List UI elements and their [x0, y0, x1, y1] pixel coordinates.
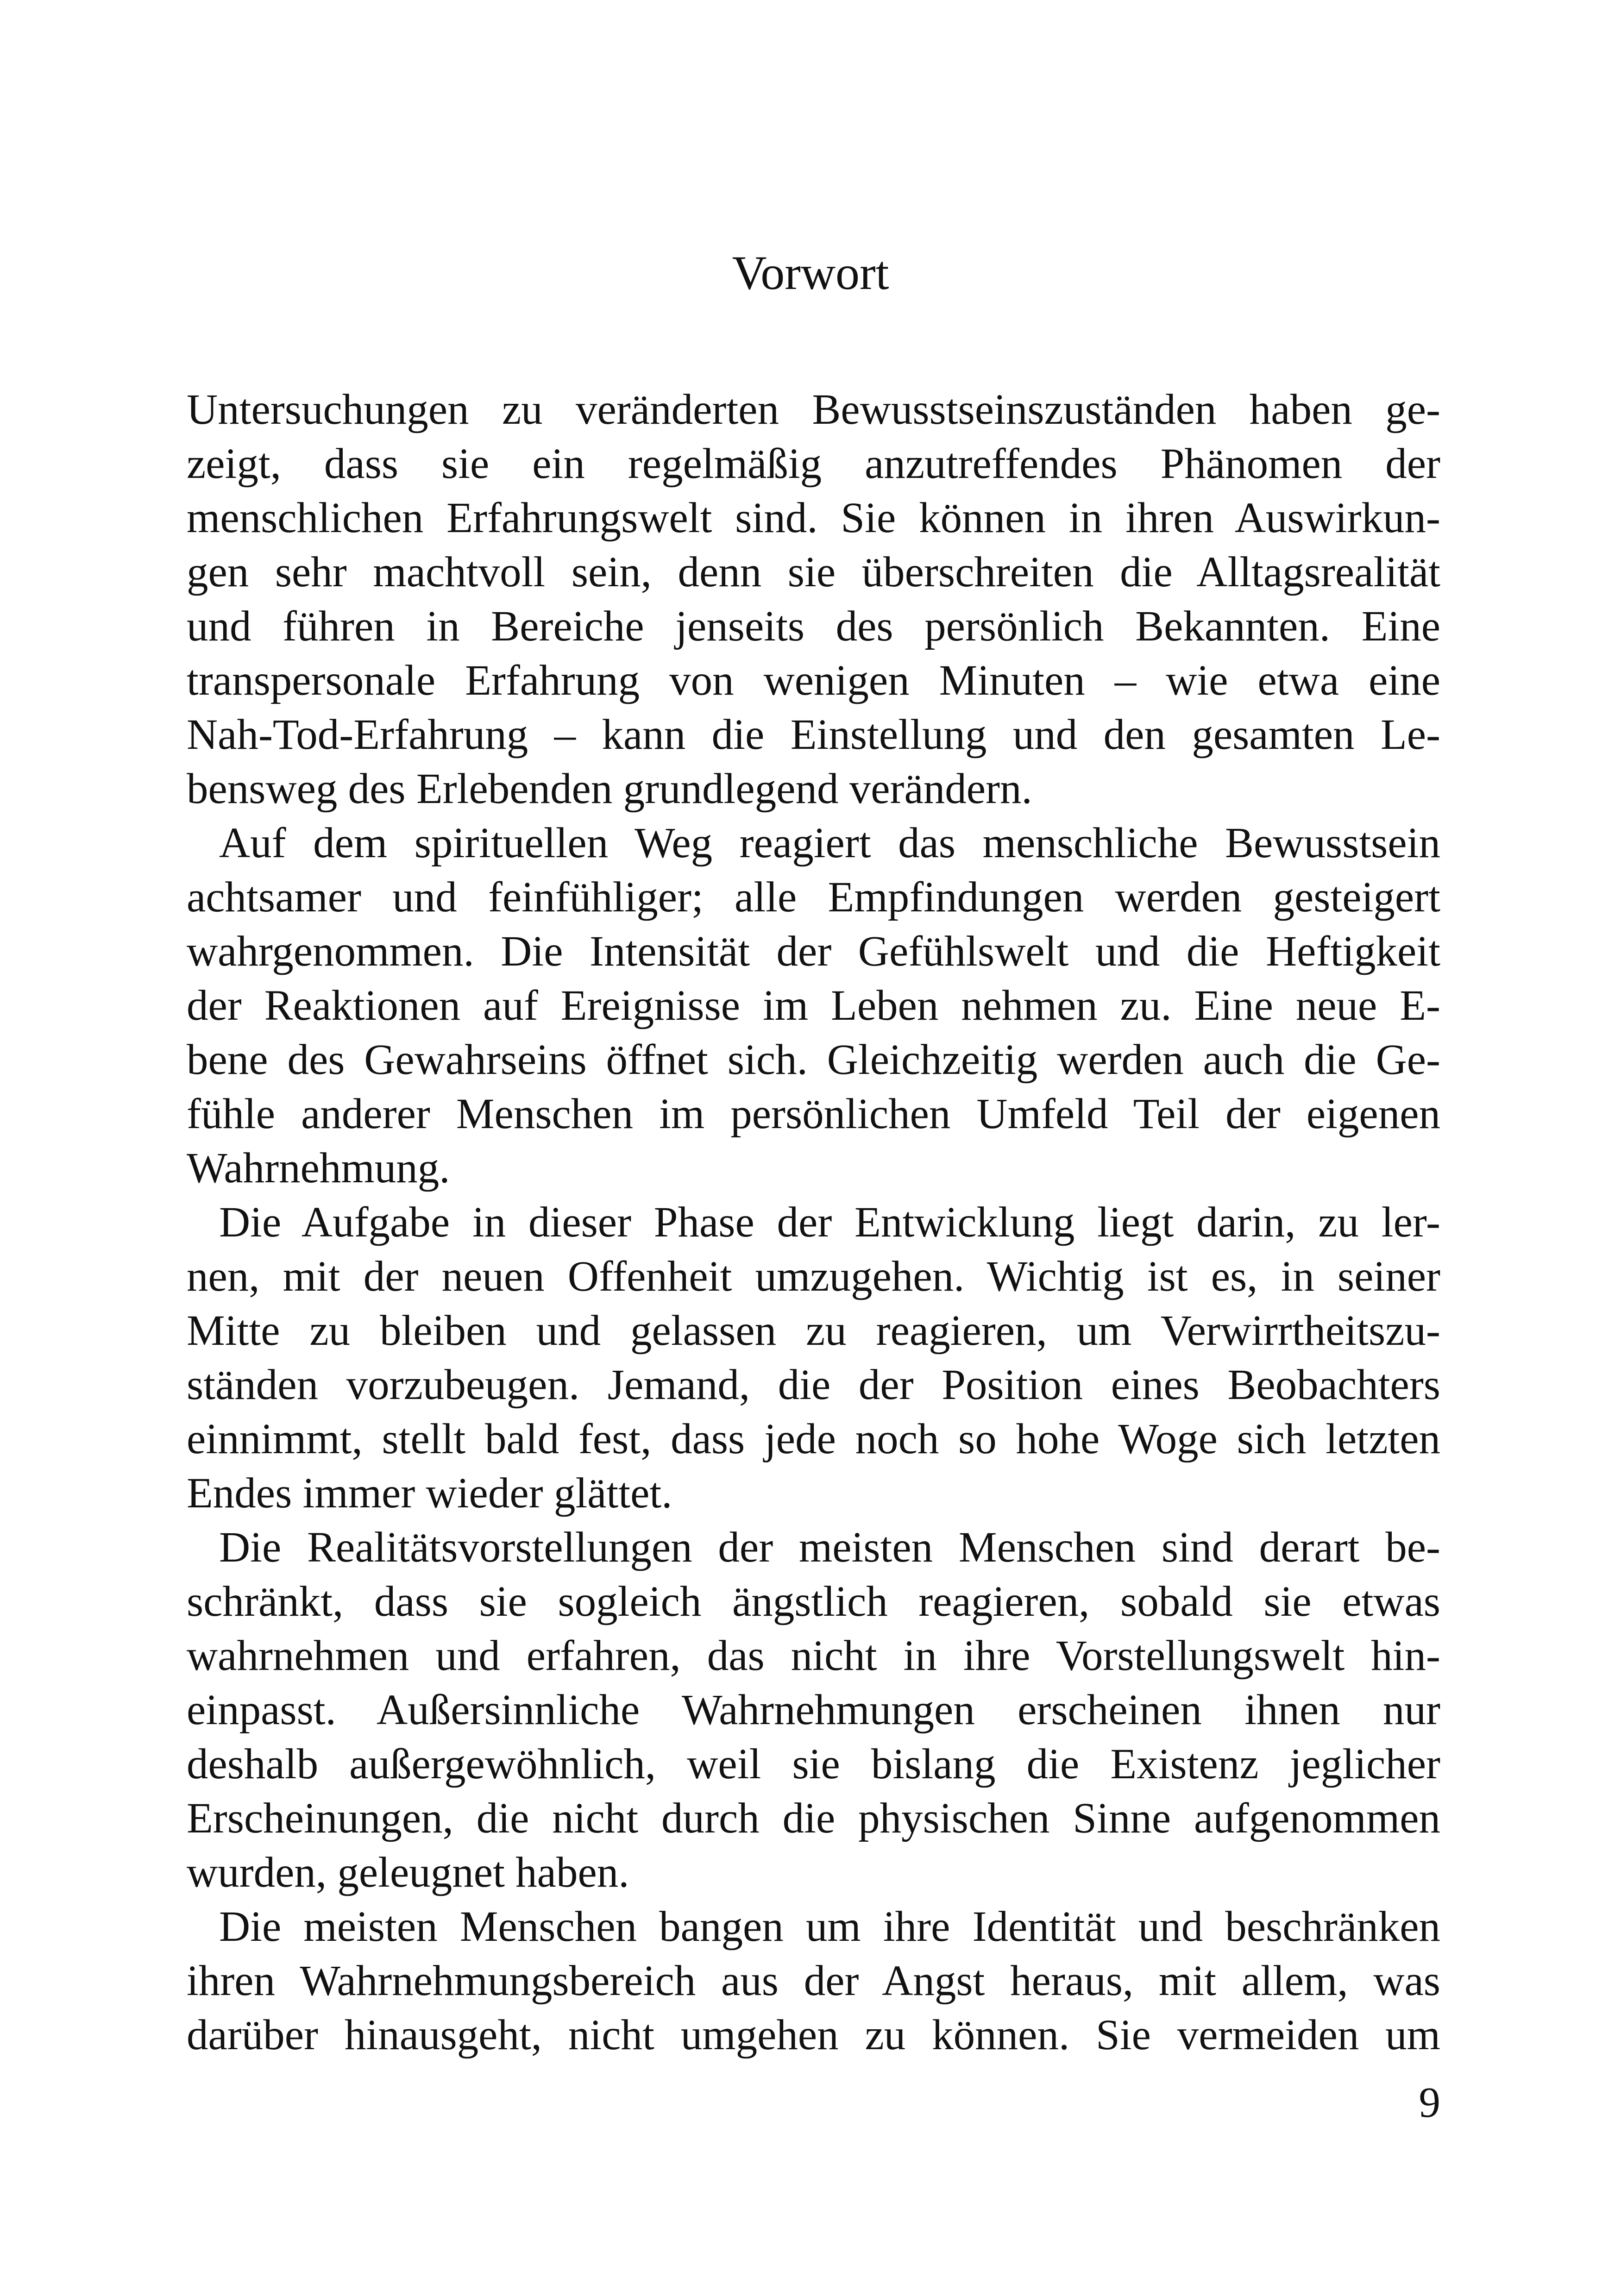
text-line: Erscheinungen, die nicht durch die physischen Sinne aufgenommen	[187, 1794, 1440, 1842]
text-line: deshalb außergewöhnlich, weil sie bislang die Existenz jeglicher	[187, 1740, 1440, 1788]
paragraph	[187, 1195, 1440, 1520]
text-line: menschlichen Erfahrungswelt sind. Sie können in ihren Auswirkun-	[187, 494, 1440, 542]
text-line: bensweg des Erlebenden grundlegend verändern.	[187, 765, 1032, 813]
page-number: 9	[1419, 2079, 1440, 2127]
text-line: Endes immer wieder glättet.	[187, 1469, 672, 1517]
text-line: Mitte zu bleiben und gelassen zu reagieren, um Verwirrtheitszu-	[187, 1307, 1440, 1355]
text-line: schränkt, dass sie sogleich ängstlich reagieren, sobald sie etwas	[187, 1578, 1440, 1625]
paragraph	[187, 1520, 1440, 1900]
text-line: zeigt, dass sie ein regelmäßig anzutreffendes Phänomen der	[187, 440, 1440, 488]
text-line: Die Aufgabe in dieser Phase der Entwicklung liegt darin, zu ler-	[219, 1198, 1440, 1246]
body-text	[187, 383, 1440, 2062]
text-line: darüber hinausgeht, nicht umgehen zu können. Sie vermeiden um	[187, 2011, 1440, 2059]
text-line: bene des Gewahrseins öffnet sich. Gleichzeitig werden auch die Ge-	[187, 1036, 1440, 1084]
text-line: fühle anderer Menschen im persönlichen Umfeld Teil der eigenen	[187, 1090, 1440, 1138]
text-line: gen sehr machtvoll sein, denn sie überschreiten die Alltagsrealität	[187, 548, 1440, 596]
paragraph	[187, 383, 1440, 816]
text-line: der Reaktionen auf Ereignisse im Leben nehmen zu. Eine neue E-	[187, 982, 1440, 1029]
paragraph	[187, 1900, 1440, 2062]
text-line: wahrgenommen. Die Intensität der Gefühlswelt und die Heftigkeit	[187, 928, 1440, 975]
text-line: Nah-Tod-Erfahrung – kann die Einstellung und den gesamten Le-	[187, 711, 1440, 759]
paragraph	[187, 816, 1440, 1195]
text-line: einpasst. Außersinnliche Wahrnehmungen erscheinen ihnen nur	[187, 1686, 1440, 1734]
text-line: Die meisten Menschen bangen um ihre Identität und beschränken	[219, 1903, 1440, 1951]
text-line: wahrnehmen und erfahren, das nicht in ihre Vorstellungswelt hin-	[187, 1632, 1440, 1680]
text-line: einnimmt, stellt bald fest, dass jede noch so hohe Woge sich letzten	[187, 1415, 1440, 1463]
text-line: ihren Wahrnehmungsbereich aus der Angst heraus, mit allem, was	[187, 1957, 1440, 2005]
text-line: und führen in Bereiche jenseits des persönlich Bekannten. Eine	[187, 602, 1440, 650]
text-line: Die Realitätsvorstellungen der meisten Menschen sind derart be-	[219, 1524, 1440, 1571]
text-line: Untersuchungen zu veränderten Bewusstseinszuständen haben ge-	[187, 386, 1440, 433]
text-line: nen, mit der neuen Offenheit umzugehen. Wichtig ist es, in seiner	[187, 1253, 1440, 1300]
text-line: Wahrnehmung.	[187, 1144, 450, 1192]
text-line: Auf dem spirituellen Weg reagiert das menschliche Bewusstsein	[219, 819, 1440, 867]
text-line: transpersonale Erfahrung von wenigen Minuten – wie etwa eine	[187, 657, 1440, 704]
text-line: achtsamer und feinfühliger; alle Empfindungen werden gesteigert	[187, 873, 1440, 921]
text-line: ständen vorzubeugen. Jemand, die der Position eines Beobachters	[187, 1361, 1440, 1409]
text-line: wurden, geleugnet haben.	[187, 1849, 629, 1896]
chapter-title: Vorwort	[732, 246, 889, 300]
